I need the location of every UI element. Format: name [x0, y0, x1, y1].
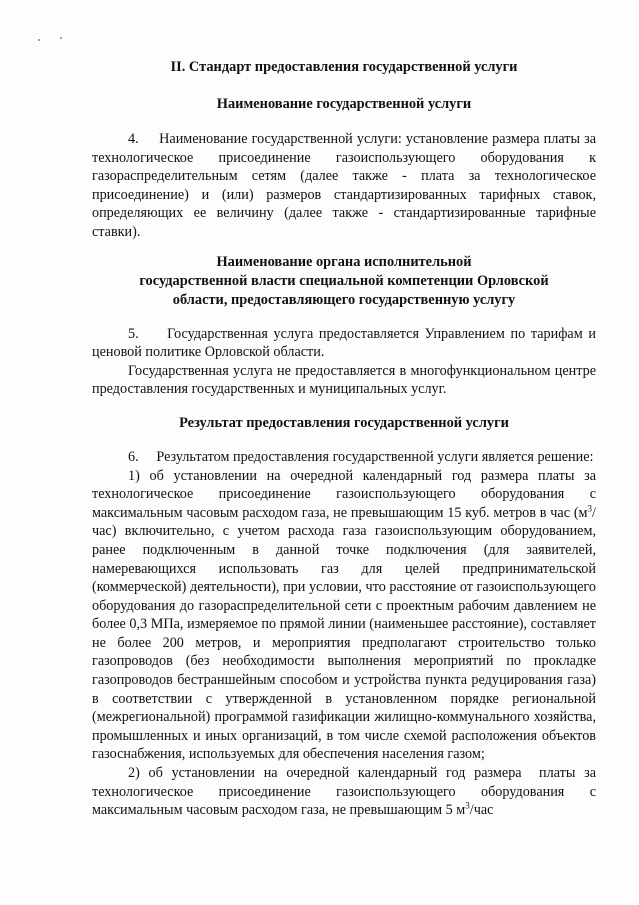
section-title: II. Стандарт предоставления государственной услуги	[170, 59, 518, 75]
paragraph-6-item-2	[92, 764, 596, 820]
paragraph-6: 6. Результатом предоставления государственной услуги является решение:	[128, 448, 594, 465]
item-1-text-a: 1) об установлении на очередной календарный год размера платы за технологическое присоединение газоиспользующего оборудования с максимальным часовым расходом газа, не превышающим 15 куб. метров в час (м	[92, 467, 596, 521]
heading-organ	[92, 253, 596, 310]
scan-speck	[38, 39, 40, 41]
item-2-text-b: /час	[469, 802, 494, 819]
heading-result: Результат предоставления государственной услуги	[179, 414, 509, 431]
item-2-superscript: 3	[465, 800, 470, 811]
paragraph-5-note: Государственная услуга не предоставляется в многофункциональном центре предоставления государственных и муниципальных услуг.	[92, 362, 596, 398]
heading-organ-line-2: государственной власти специальной компетенции Орловской	[139, 272, 549, 289]
heading-service-name: Наименование государственной услуги	[216, 96, 472, 112]
paragraph-5: 5. Государственная услуга предоставляется Управлением по тарифам и ценовой политике Орловской области.	[92, 325, 596, 361]
heading-organ-line-1: Наименование органа исполнительной	[216, 253, 472, 270]
item-1-text-b: /час) включительно, с учетом расхода газа газоиспользующим оборудованием, ранее подключенным в данной точке подключения (для заявителей, намеревающихся использовать газ для целей предпринимательской (коммерческой) деятельности), при условии, что расстояние от газоиспользующего оборудования до газораспределительной сети с проектным рабочим давлением не более 0,3 МПа, измеряемое по прямой линии (наименьшее расстояние), составляет не более 200 метров, и мероприятия предполагают строительство только газопроводов (без необходимости выполнения мероприятий по прокладке газопроводов бестраншейным способом и устройства пункта редуцирования газа) в соответствии с утвержденной в установленном порядке региональной (межрегиональной) программой газификации жилищно-коммунального хозяйства, промышленных и иных организаций, в том числе схемой расположения объектов газоснабжения, используемых для обеспечения населения газом;	[92, 504, 596, 763]
item-2-text-a: 2) об установлении на очередной календарный год размера платы за технологическое присоединение газоиспользующего оборудования с максимальным часовым расходом газа, не превышающим 5 м	[92, 765, 596, 819]
heading-organ-line-3: области, предоставляющего государственную услугу	[172, 291, 516, 308]
scan-speck	[60, 37, 62, 39]
item-1-superscript: 3	[587, 502, 593, 513]
paragraph-6-item-1	[92, 467, 596, 765]
document-body	[92, 58, 596, 820]
paragraph-4: 4. Наименование государственной услуги: установление размера платы за технологическое присоединение газоиспользующего оборудования к газораспределительным сетям (далее также - плата за технологическое присоединение) и (или) размеров стандартизированных тарифных ставок, определяющих ее величину (далее также - стандартизированные тарифные ставки).	[92, 131, 596, 240]
